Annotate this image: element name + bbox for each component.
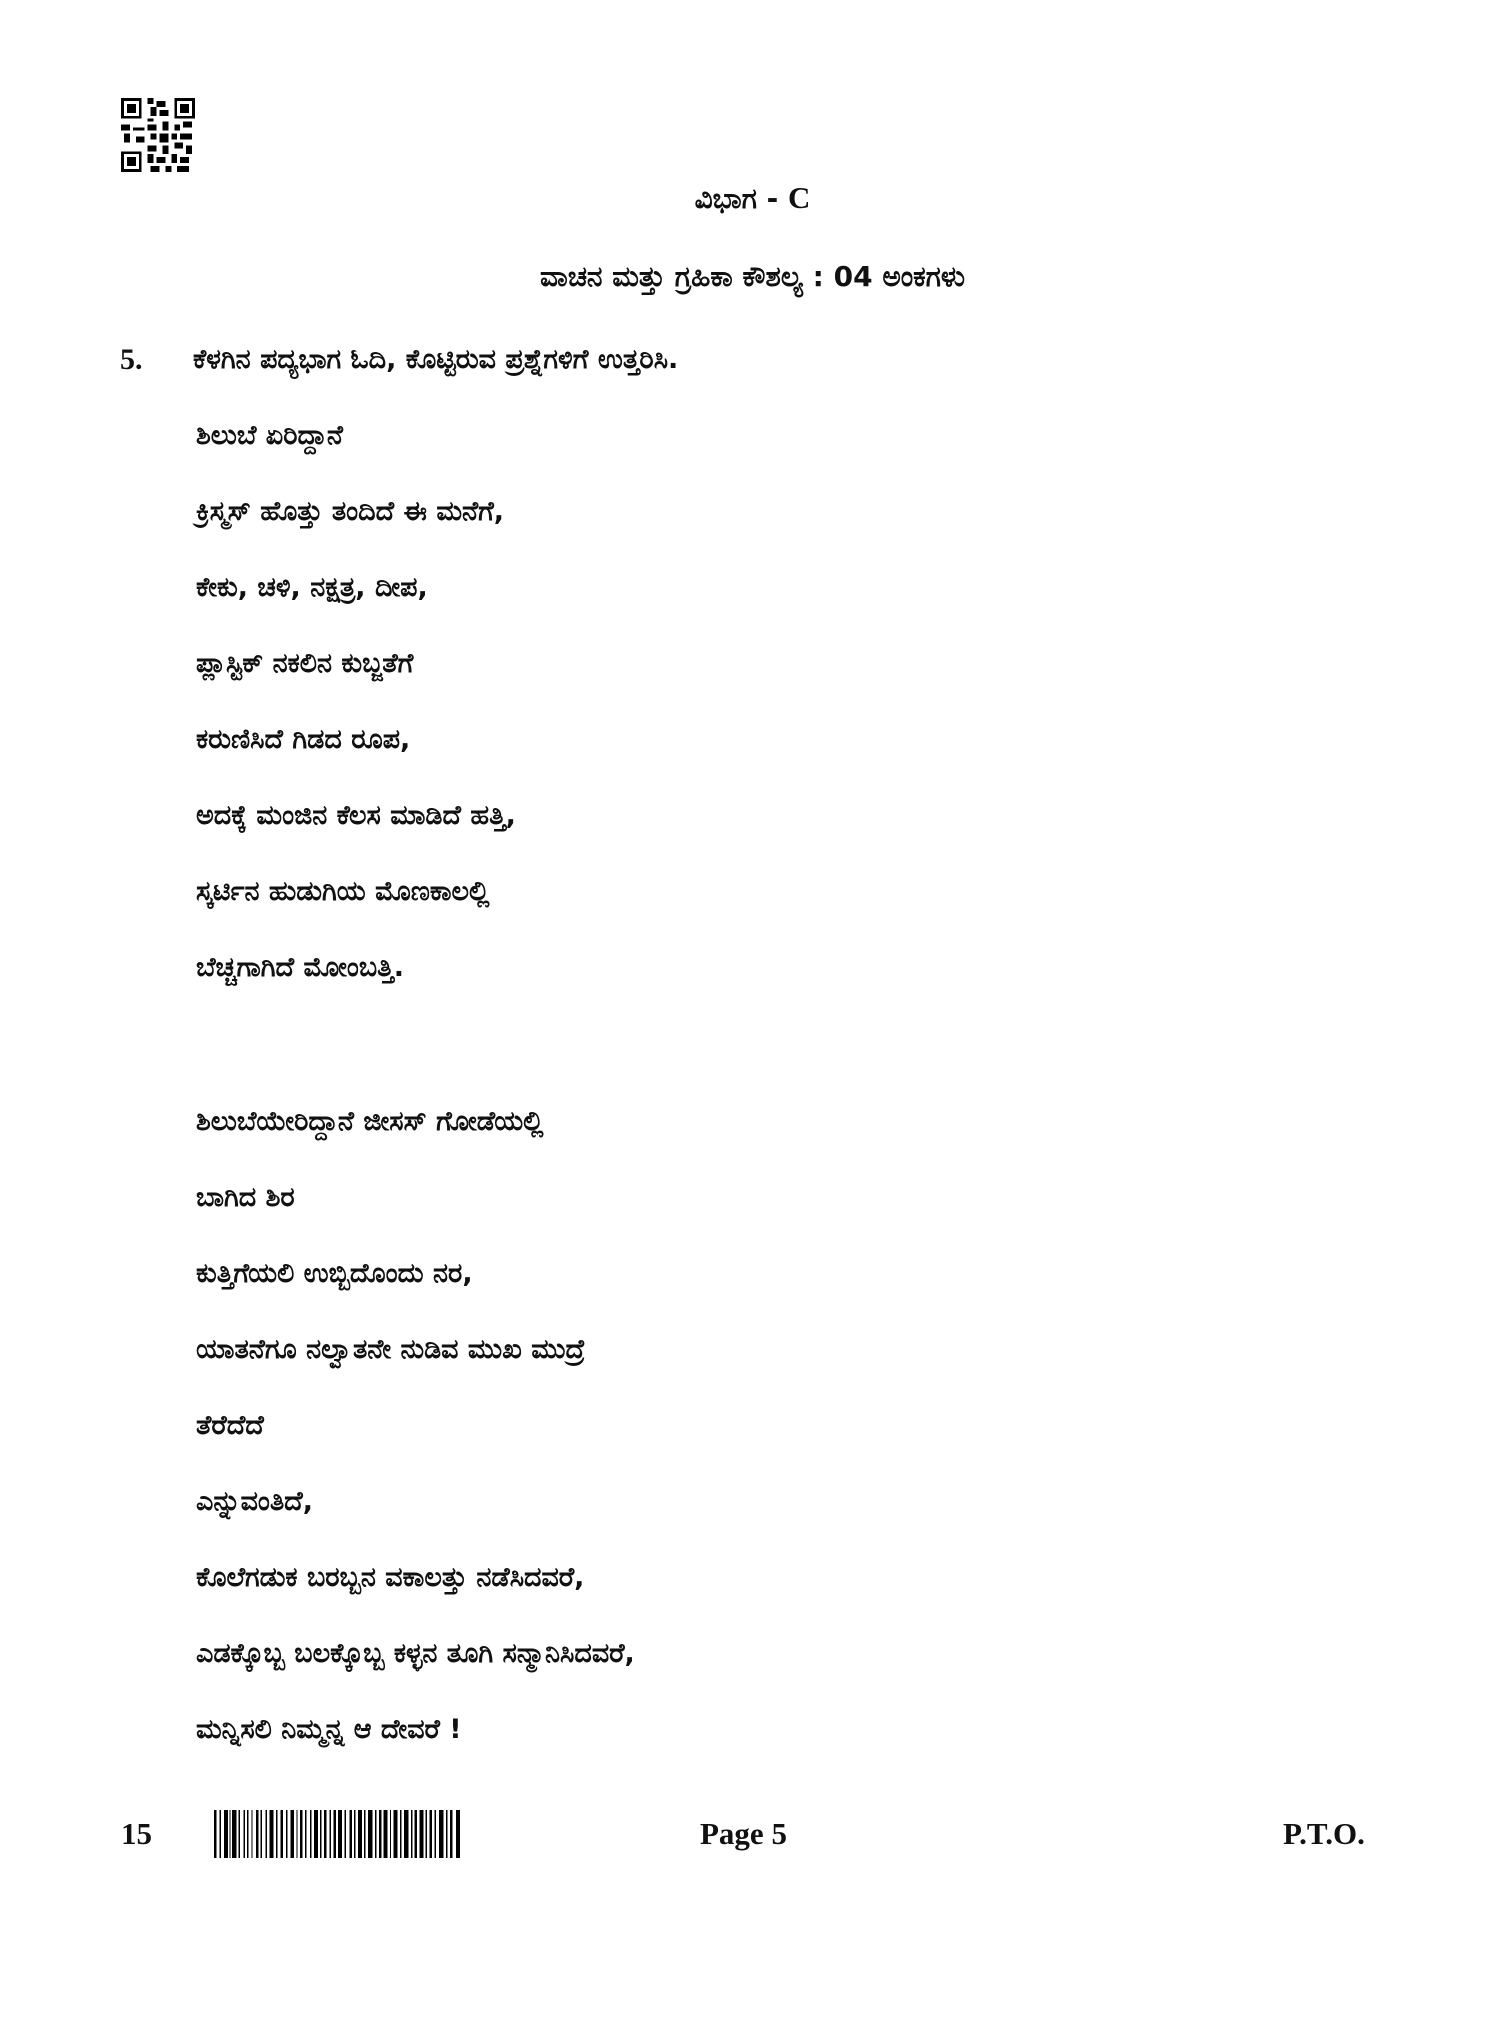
section-subtitle: ವಾಚನ ಮತ್ತು ಗ್ರಹಿಕಾ ಕೌಶಲ್ಯ : 04 ಅಂಕಗಳು [539,260,966,293]
poem-line: ಕರುಣಿಸಿದೆ ಗಿಡದ ರೂಪ, [196,724,411,755]
section-title-letter: C [787,180,811,215]
poem-line: ಮನ್ನಿಸಲಿ ನಿಮ್ಮನ್ನ ಆ ದೇವರೆ ! [196,1714,462,1745]
poem-line: ಪ್ಲಾಸ್ಟಿಕ್ ನಕಲಿನ ಕುಬ್ಜತೆಗೆ [196,648,414,679]
poem-line: ಶಿಲುಬೆಯೇರಿದ್ದಾನೆ ಜೀಸಸ್ ಗೋಡೆಯಲ್ಲಿ [196,1106,544,1137]
pto-label: P.T.O. [1283,1816,1365,1851]
poem-line: ಅದಕ್ಕೆ ಮಂಜಿನ ಕೆಲಸ ಮಾಡಿದೆ ಹತ್ತಿ, [196,800,516,831]
page-footer [0,1810,1505,1870]
poem-line: ತೆರೆದೆದೆ [196,1410,264,1441]
barcode-icon [214,1810,460,1858]
qr-code-icon [121,98,195,172]
poem-line: ಬಾಗಿದ ಶಿರ [196,1182,295,1213]
poem-line: ಎಡಕ್ಕೊಬ್ಬ ಬಲಕ್ಕೊಬ್ಬ ಕಳ್ಳನ ತೂಗಿ ಸನ್ಮಾನಿಸಿದವರೆ, [196,1638,635,1669]
poem-line: ಕೊಲೆಗಡುಕ ಬರಬ್ಬನ ವಕಾಲತ್ತು ನಡೆಸಿದವರೆ, [196,1562,585,1593]
question-number: 5. [120,343,143,376]
poem-line: ಶಿಲುಬೆ ಏರಿದ್ದಾನೆ [196,420,343,451]
poem-line: ಕ್ರಿಸ್ಮಸ್ ಹೊತ್ತು ತಂದಿದೆ ಈ ಮನೆಗೆ, [196,496,505,527]
question-instruction: ಕೆಳಗಿನ ಪದ್ಯಭಾಗ ಓದಿ, ಕೊಟ್ಟಿರುವ ಪ್ರಶ್ನೆಗಳಿಗೆ ಉತ್ತರಿಸಿ. [193,344,679,375]
section-title [0,180,1505,217]
poem-line: ಎನ್ನುವಂತಿದೆ, [196,1486,313,1517]
poem-line: ಯಾತನೆಗೂ ನಲ್ವಾತನೇ ನುಡಿವ ಮುಖ ಮುದ್ರೆ [196,1334,586,1365]
poem-line: ಸ್ಕರ್ಟಿನ ಹುಡುಗಿಯ ಮೊಣಕಾಲಲ್ಲಿ [196,876,490,907]
section-title-kannada: ವಿಭಾಗ - [694,182,788,215]
poem-line: ಕೇಕು, ಚಳಿ, ನಕ್ಷತ್ರ, ದೀಪ, [196,572,428,603]
page-number: Page 5 [700,1816,787,1851]
poem-line: ಬೆಚ್ಚಗಾಗಿದೆ ಮೋಂಬತ್ತಿ. [196,952,404,983]
poem-line: ಕುತ್ತಿಗೆಯಲಿ ಉಬ್ಬಿದೊಂದು ನರ, [196,1258,473,1289]
paper-code: 15 [121,1816,152,1851]
